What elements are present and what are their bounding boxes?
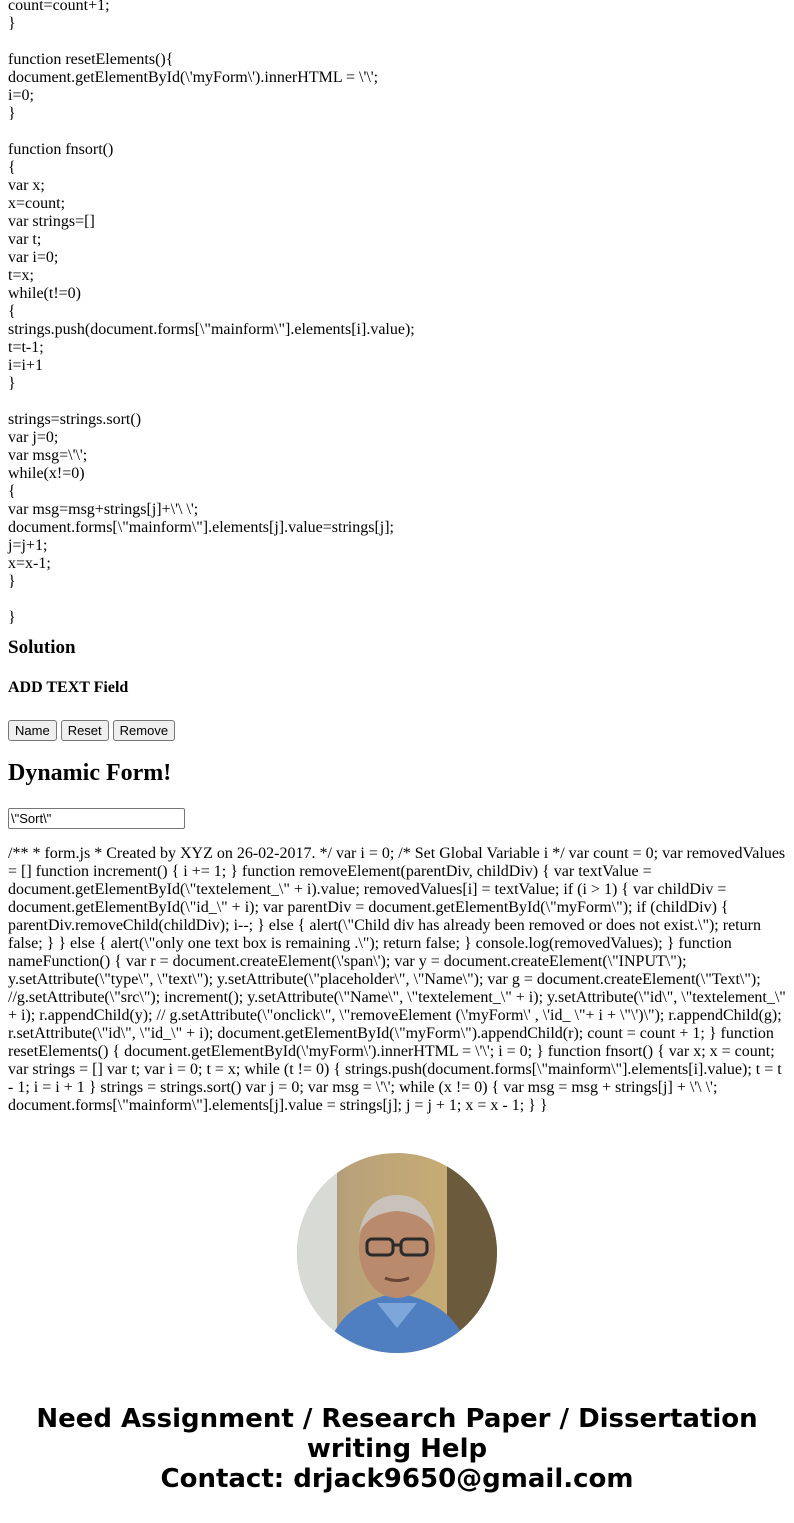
code-line: t=t-1; <box>8 339 44 356</box>
code-line: document.getElementById(\'myForm\').innerHTML = \'\'; <box>8 69 379 86</box>
code-line: var x; <box>8 177 45 194</box>
code-line: } <box>8 105 16 122</box>
code-line <box>8 33 786 51</box>
code-line: t=x; <box>8 267 34 284</box>
code-line: j=j+1; <box>8 537 48 554</box>
code-line: x=x-1; <box>8 555 51 572</box>
code-line: while(t!=0) <box>8 285 81 302</box>
reset-button[interactable]: Reset <box>61 720 109 741</box>
remove-button[interactable]: Remove <box>113 720 175 741</box>
code-line: i=i+1 <box>8 357 43 374</box>
code-line: } <box>8 375 16 392</box>
code-line: var i=0; <box>8 249 59 266</box>
code-line <box>8 393 786 411</box>
code-listing <box>8 0 786 627</box>
solution-heading: Solution <box>8 637 76 658</box>
name-button[interactable]: Name <box>8 720 57 741</box>
code-line: count=count+1; <box>8 0 110 14</box>
sort-input[interactable]: \"Sort\" <box>8 808 185 829</box>
code-line: var msg=msg+strings[j]+\'\ \'; <box>8 501 199 518</box>
code-line: var t; <box>8 231 42 248</box>
code-line: var strings=[] <box>8 213 95 230</box>
code-line: function resetElements(){ <box>8 51 174 68</box>
code-line: { <box>8 303 16 320</box>
code-line <box>8 123 786 141</box>
code-line: { <box>8 159 16 176</box>
code-line: var j=0; <box>8 429 59 446</box>
author-portrait-image <box>297 1153 497 1353</box>
code-line: document.forms[\"mainform\"].elements[j].value=strings[j]; <box>8 519 394 536</box>
code-line: while(x!=0) <box>8 465 85 482</box>
code-line: strings.push(document.forms[\"mainform\"].elements[i].value); <box>8 321 415 338</box>
dynamic-form-heading: Dynamic Form! <box>8 760 172 786</box>
code-line: function fnsort() <box>8 141 114 158</box>
code-line: } <box>8 15 16 32</box>
code-line: { <box>8 483 16 500</box>
promo-banner <box>0 1404 794 1494</box>
promo-line-1: Need Assignment / Research Paper / Dissertation <box>36 1404 758 1434</box>
code-line: i=0; <box>8 87 34 104</box>
promo-line-2: writing Help <box>306 1434 488 1464</box>
code-line: x=count; <box>8 195 66 212</box>
author-avatar <box>297 1153 497 1353</box>
code-line: } <box>8 609 16 626</box>
code-line: var msg=\'\'; <box>8 447 88 464</box>
form-js-source-text: /** * form.js * Created by XYZ on 26-02-2017. */ var i = 0; /* Set Global Variable i */ var count = 0; var removedValues = [] function increment() { i += 1; } function removeElement(parentDiv, childDiv) { var textValue = document.getElementById(\"textelement_\" + i).value; removedValues[i] = textValue; if (i > 1) { var childDiv = document.getElementById(\"id_\" + i); var parentDiv = document.getElementById(\"myForm\"); if (childDiv) { parentDiv.removeChild(childDiv); i--; } else { alert(\"Child div has already been removed or does not exist.\"); return false; } } else { alert(\"only one text box is remaining .\"); return false; } console.log(removedValues); } function nameFunction() { var r = document.createElement(\'span\'); var y = document.createElement(\"INPUT\"); y.setAttribute(\"type\", \"text\"); y.setAttribute(\"placeholder\", \"Name\"); var g = document.createElement(\"Text\"); //g.setAttribute(\"src\"); increment(); y.setAttribute(\"Name\", \"textelement_\" + i); y.setAttribute(\"id\", \"textelement_\" + i); r.appendChild(y); // g.setAttribute(\"onclick\", \"removeElement (\'myForm\' , \'id_ \"+ i + \"\')\"); r.appendChild(g); r.setAttribute(\"id\", \"id_\" + i); document.getElementById(\"myForm\").appendChild(r); count = count + 1; } function resetElements() { document.getElementById(\'myForm\').innerHTML = \'\'; i = 0; } function fnsort() { var x; x = count; var strings = [] var t; var i = 0; t = x; while (t != 0) { strings.push(document.forms[\"mainform\"].elements[i].value); t = t - 1; i = i + 1 } strings = strings.sort() var j = 0; var msg = \'\'; while (x != 0) { var msg = msg + strings[j] + \'\ \'; document.forms[\"mainform\"].elements[j].value = strings[j]; j = j + 1; x = x - 1; } } <box>8 845 786 1114</box>
promo-contact-line: Contact: drjack9650@gmail.com <box>160 1464 634 1494</box>
form-button-row <box>8 720 175 741</box>
code-line: strings=strings.sort() <box>8 411 142 428</box>
code-line: } <box>8 573 16 590</box>
code-line <box>8 591 786 609</box>
add-text-field-heading: ADD TEXT Field <box>8 679 129 696</box>
